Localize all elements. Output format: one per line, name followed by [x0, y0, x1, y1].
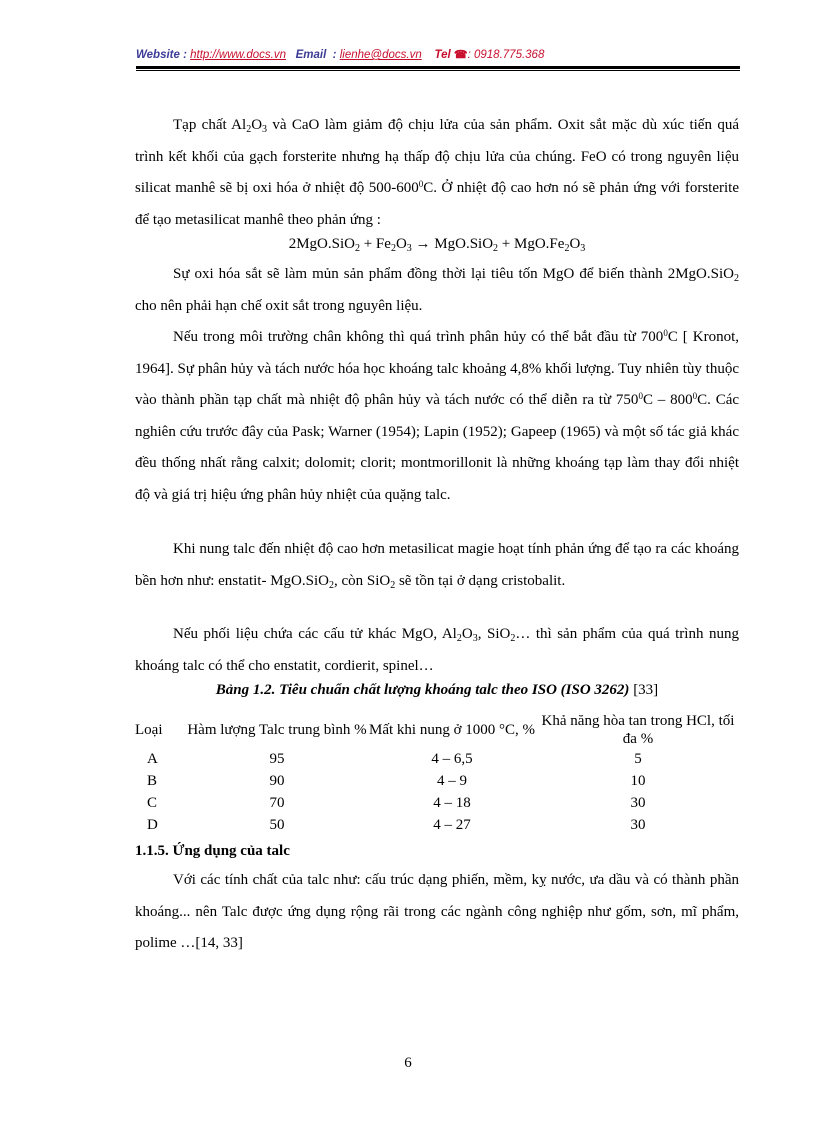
table-cell: 30	[630, 817, 646, 833]
paragraph-enstatite: Khi nung talc đến nhiệt độ cao hơn metasilicat magie hoạt tính phản ứng để tạo ra các khoáng bền hơn như: enstatit- MgO.SiO$_2$, còn SiO$_2$ sẽ tồn tại ở dạng cristobalit.	[135, 541, 739, 591]
table-cell: 4 – 6,5	[431, 751, 473, 767]
column-header-hcl-solubility: Khả năng hòa tan trong HCl, tối đa %	[541, 713, 735, 747]
page-header	[136, 48, 676, 61]
tel-label: Tel	[434, 49, 451, 61]
table-cell: B	[147, 773, 158, 789]
reaction-equation: $2MgO.SiO_2 + Fe_2O_3 \to MgO.SiO_2 + MgO.Fe_2O_3$	[288, 236, 586, 254]
table-cell: C	[147, 795, 158, 811]
tel-value: : 0918.775.368	[467, 49, 545, 61]
paragraph-mixture-products: Nếu phối liệu chứa các cấu tử khác MgO, $Al_2O_3$, SiO$_2$… thì sản phẩm của quá trình nung khoáng talc có thể cho enstatit, cordierit, spinel…	[135, 626, 739, 674]
table-caption-ref: [33]	[629, 682, 659, 698]
paragraph-iron-oxidation: Sự oxi hóa sắt sẽ làm mủn sản phẩm đồng thời lại tiêu tốn MgO để biến thành 2MgO.SiO$_2$ cho nên phải hạn chế oxit sắt trong nguyên liệu.	[135, 266, 739, 314]
header-rule-thin	[136, 70, 740, 71]
table-caption-title: Bảng 1.2. Tiêu chuẩn chất lượng khoáng talc theo ISO (ISO 3262)	[215, 682, 630, 698]
table-cell: 10	[630, 773, 646, 789]
table-header-row	[135, 712, 739, 748]
table-cell: 95	[269, 751, 285, 767]
table-cell: 4 – 27	[433, 817, 471, 833]
table-cell: 70	[269, 795, 285, 811]
phone-icon: ☎	[453, 49, 468, 61]
column-header-talc-content: Hàm lượng Talc trung bình %	[187, 722, 367, 738]
table-row	[135, 814, 739, 836]
column-header-loss-on-ignition: Mất khi nung ở 1000 °C, %	[368, 722, 535, 738]
section-heading: 1.1.5. Ứng dụng của talc	[135, 843, 290, 859]
paragraph-talc-applications: Với các tính chất của talc như: cấu trúc dạng phiến, mềm, kỵ nước, ưa dầu và có thành phần khoáng... nên Talc được ứng dụng rộng rãi trong các ngành công nghiệp như gốm, sơn, mĩ phẩm, polime …[14, 33]	[135, 872, 739, 951]
email-link[interactable]: lienhe@docs.vn	[339, 49, 422, 61]
website-label: Website :	[136, 49, 187, 61]
table-cell: 4 – 18	[433, 795, 471, 811]
header-rule-thick	[136, 66, 740, 69]
table-cell: 4 – 9	[437, 773, 467, 789]
table-cell: D	[147, 817, 158, 833]
website-link[interactable]: http://www.docs.vn	[190, 49, 286, 61]
table-cell: 90	[269, 773, 285, 789]
table-cell: 30	[630, 795, 646, 811]
table-row	[135, 792, 739, 814]
paragraph-decomposition: Nếu trong môi trường chân không thì quá trình phân hủy có thể bắt đầu từ $700^0C$ [ Kronot, 1964]. Sự phân hủy và tách nước hóa học khoáng talc khoảng 4,8% khối lượng. Tuy nhiên tùy thuộc vào thành phần tạp chất mà nhiệt độ phân hủy và tách nước có thể diễn ra từ $750^0C - 800^0C$. Các nghiên cứu trước đây của Pask; Warner (1954); Lapin (1952); Gapeep (1965) và một số tác giả khác đều thống nhất rằng calxit; dolomit; clorit; montmorillonit là những khoáng tạp làm thay đổi nhiệt độ và giá trị hiệu ứng phân hủy nhiệt của quặng talc.	[135, 328, 740, 503]
page-number: 6	[404, 1055, 412, 1071]
table-row	[135, 748, 739, 770]
table-cell: 50	[269, 817, 285, 833]
table-cell: 5	[634, 751, 642, 767]
table-row	[135, 770, 739, 792]
column-header-type: Loại	[135, 722, 163, 738]
email-label: Email	[295, 49, 327, 61]
talc-standard-table	[135, 712, 739, 836]
table-cell: A	[147, 751, 158, 767]
email-separator: :	[332, 49, 337, 61]
paragraph-oxide-impurities: Tạp chất $Al_2O_3$ và CaO làm giảm độ chịu lửa của sản phẩm. Oxit sắt mặc dù xúc tiến quá trình kết khối của gạch forsterite nhưng hạ thấp độ chịu lửa của chúng. FeO có trong nguyên liệu silicat manhê sẽ bị oxi hóa ở nhiệt độ $500-600^0C$. Ở nhiệt độ cao hơn nó sẽ phản ứng với forsterite để tạo metasilicat manhê theo phản ứng :	[135, 117, 739, 228]
table-caption	[135, 682, 739, 699]
